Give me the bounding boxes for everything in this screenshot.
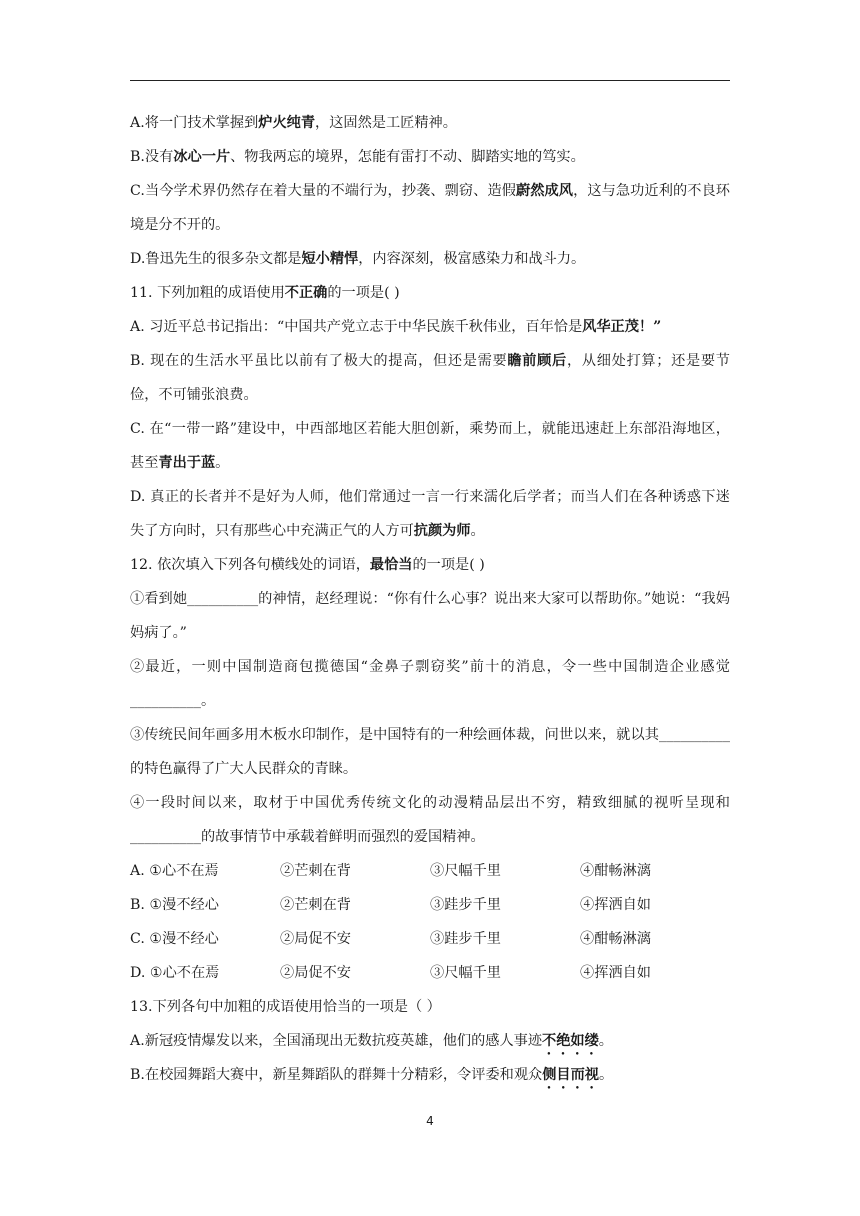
option-cell: ③尺幅千里 bbox=[430, 965, 501, 981]
option-cell: ④酣畅淋漓 bbox=[580, 863, 651, 879]
q12-stem: 12. 依次填入下列各句横线处的词语，最恰当的一项是( ) bbox=[130, 557, 485, 573]
q12-sentence-2: ②最近，一则中国制造商包揽德国“金鼻子剽窃奖”前十的消息，令一些中国制造企业感觉__________。 bbox=[130, 659, 730, 709]
document-body bbox=[130, 106, 730, 1092]
header-rule bbox=[130, 80, 730, 81]
q12-sentence-3: ③传统民间年画多用木板水印制作，是中国特有的一种绘画体裁，问世以来，就以其__________的特色赢得了广大人民群众的青睐。 bbox=[130, 727, 730, 777]
option-cell: ④酣畅淋漓 bbox=[580, 931, 651, 947]
q12-option-row-d bbox=[130, 956, 730, 990]
q12-option-row-a bbox=[130, 854, 730, 888]
option-cell: ②局促不安 bbox=[280, 965, 351, 981]
q10-option-d: D.鲁迅先生的很多杂文都是短小精悍，内容深刻，极富感染力和战斗力。 bbox=[130, 251, 586, 267]
option-cell: ②局促不安 bbox=[280, 931, 351, 947]
q11-option-a: A. 习近平总书记指出：“中国共产党立志于中华民族千秋伟业，百年恰是风华正茂！” bbox=[130, 319, 662, 335]
page-number: 4 bbox=[426, 1114, 434, 1128]
q10-option-c: C.当今学术界仍然存在着大量的不端行为，抄袭、剽窃、造假蔚然成风，这与急功近利的不良环境是分不开的。 bbox=[130, 183, 730, 233]
option-cell: ③跬步千里 bbox=[430, 897, 501, 913]
option-cell: ④挥洒自如 bbox=[580, 897, 651, 913]
q12-option-row-b bbox=[130, 888, 730, 922]
option-cell: D. ①心不在焉 bbox=[130, 965, 220, 981]
q12-option-row-c bbox=[130, 922, 730, 956]
q13-option-b: B.在校园舞蹈大赛中，新星舞蹈队的群舞十分精彩，令评委和观众侧目而视。 bbox=[130, 1067, 614, 1083]
q10-option-a: A.将一门技术掌握到炉火纯青，这固然是工匠精神。 bbox=[130, 115, 457, 131]
q11-stem: 11. 下列加粗的成语使用不正确的一项是( ) bbox=[130, 285, 400, 301]
option-cell: ②芒刺在背 bbox=[280, 863, 351, 879]
option-cell: A. ①心不在焉 bbox=[130, 863, 219, 879]
q13-option-a: A.新冠疫情爆发以来，全国涌现出无数抗疫英雄，他们的感人事迹不绝如缕。 bbox=[130, 1033, 613, 1049]
option-cell: ②芒刺在背 bbox=[280, 897, 351, 913]
option-cell: ③跬步千里 bbox=[430, 931, 501, 947]
q10-option-b: B.没有冰心一片、物我两忘的境界，怎能有雷打不动、脚踏实地的笃实。 bbox=[130, 149, 585, 165]
option-cell: B. ①漫不经心 bbox=[130, 897, 219, 913]
q12-sentence-4: ④一段时间以来，取材于中国优秀传统文化的动漫精品层出不穷，精致细腻的视听呈现和__________的故事情节中承载着鲜明而强烈的爱国精神。 bbox=[130, 795, 730, 845]
option-cell: ③尺幅千里 bbox=[430, 863, 501, 879]
q13-stem: 13.下列各句中加粗的成语使用恰当的一项是（ ） bbox=[130, 999, 441, 1015]
q11-option-c: C. 在“一带一路”建设中，中西部地区若能大胆创新，乘势而上，就能迅速赶上东部沿海地区，甚至青出于蓝。 bbox=[130, 421, 730, 471]
q11-option-d: D. 真正的长者并不是好为人师，他们常通过一言一行来濡化后学者；而当人们在各种诱惑下迷失了方向时，只有那些心中充满正气的人方可抗颜为师。 bbox=[130, 489, 730, 539]
option-cell: ④挥洒自如 bbox=[580, 965, 651, 981]
q12-sentence-1: ①看到她__________的神情，赵经理说：“你有什么心事？说出来大家可以帮助你。”她说：“我妈妈病了。” bbox=[130, 591, 730, 641]
option-cell: C. ①漫不经心 bbox=[130, 931, 219, 947]
q11-option-b: B. 现在的生活水平虽比以前有了极大的提高，但还是需要瞻前顾后，从细处打算；还是要节俭，不可铺张浪费。 bbox=[130, 353, 730, 403]
